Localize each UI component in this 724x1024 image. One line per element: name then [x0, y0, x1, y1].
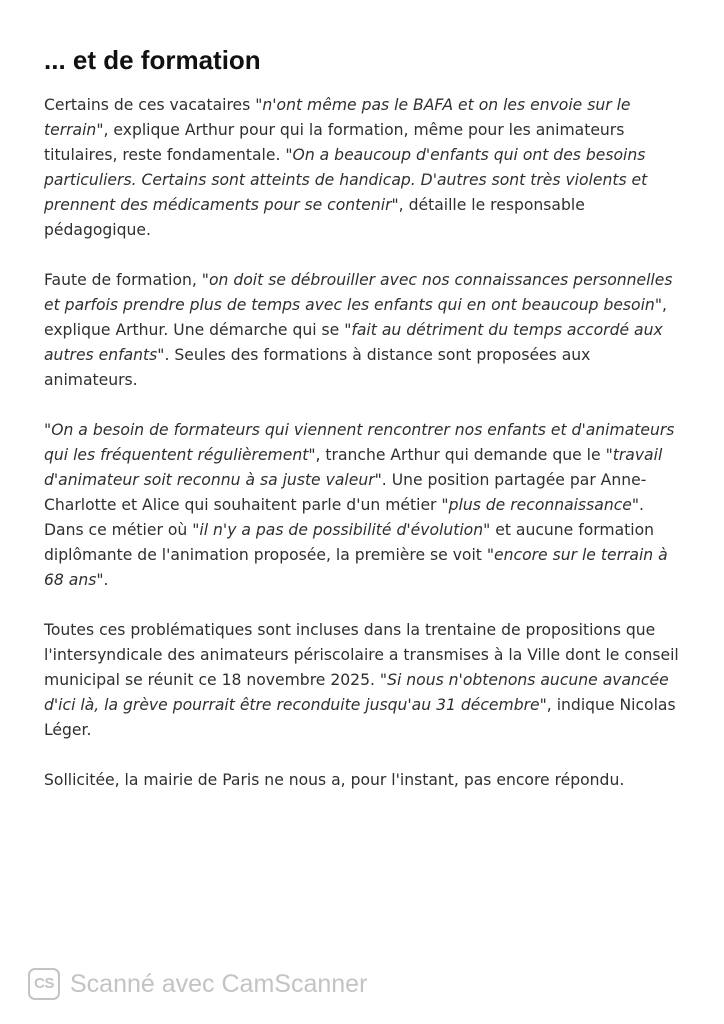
body-text: ", explique Arthur. Une démarche qui se " [44, 296, 667, 339]
quote-text: on doit se débrouiller avec nos connaissances personnelles et parfois prendre plus de temps avec les enfants qui en ont beaucoup besoin [44, 271, 673, 314]
quote-text: plus de reconnaissance [448, 496, 632, 514]
paragraph-4 [44, 618, 684, 743]
body-text: ", tranche Arthur qui demande que le " [308, 446, 613, 464]
article-body [44, 93, 684, 818]
body-text: ". [96, 571, 109, 589]
watermark-text: Scanné avec CamScanner [70, 969, 368, 998]
body-text: ", indique Nicolas Léger. [44, 696, 676, 739]
quote-text: travail d'animateur soit reconnu à sa juste valeur [44, 446, 663, 489]
body-text: Certains de ces vacataires " [44, 96, 263, 114]
camscanner-logo-icon: CS [28, 968, 60, 1000]
body-text: " [44, 421, 52, 439]
paragraph-5 [44, 768, 684, 793]
paragraph-1 [44, 93, 684, 243]
camscanner-watermark [28, 964, 367, 1004]
quote-text: On a beaucoup d'enfants qui ont des besoins particuliers. Certains sont atteints de handicap. D'autres sont très violents et prennent des médicaments pour se contenir [44, 146, 648, 214]
body-text: ". Une position partagée par Anne-Charlotte et Alice qui souhaitent parle d'un métier " [44, 471, 647, 514]
body-text: ", explique Arthur pour qui la formation, même pour les animateurs titulaires, reste fondamentale. " [44, 121, 625, 164]
section-heading: ... et de formation [44, 45, 261, 75]
body-text: Faute de formation, " [44, 271, 209, 289]
body-text: Toutes ces problématiques sont incluses dans la trentaine de propositions que l'intersyndicale des animateurs périscolaire a transmises à la Ville dont le conseil municipal se réunit ce 18 novembre 2025. " [44, 621, 679, 689]
body-text: ". Dans ce métier où " [44, 496, 645, 539]
quote-text: fait au détriment du temps accordé aux autres enfants [44, 321, 663, 364]
paragraph-3 [44, 418, 684, 593]
paragraph-2 [44, 268, 684, 393]
quote-text: il n'y a pas de possibilité d'évolution [199, 521, 484, 539]
body-text: ". Seules des formations à distance sont proposées aux animateurs. [44, 346, 591, 389]
quote-text: Si nous n'obtenons aucune avancée d'ici là, la grève pourrait être reconduite jusqu'au 31 décembre [44, 671, 669, 714]
quote-text: encore sur le terrain à 68 ans [44, 546, 668, 589]
body-text: ", détaille le responsable pédagogique. [44, 196, 585, 239]
body-text: Sollicitée, la mairie de Paris ne nous a, pour l'instant, pas encore répondu. [44, 771, 625, 789]
quote-text: n'ont même pas le BAFA et on les envoie sur le terrain [44, 96, 631, 139]
quote-text: On a besoin de formateurs qui viennent rencontrer nos enfants et d'animateurs qui les fréquentent régulièrement [44, 421, 675, 464]
body-text: " et aucune formation diplômante de l'animation proposée, la première se voit " [44, 521, 655, 564]
